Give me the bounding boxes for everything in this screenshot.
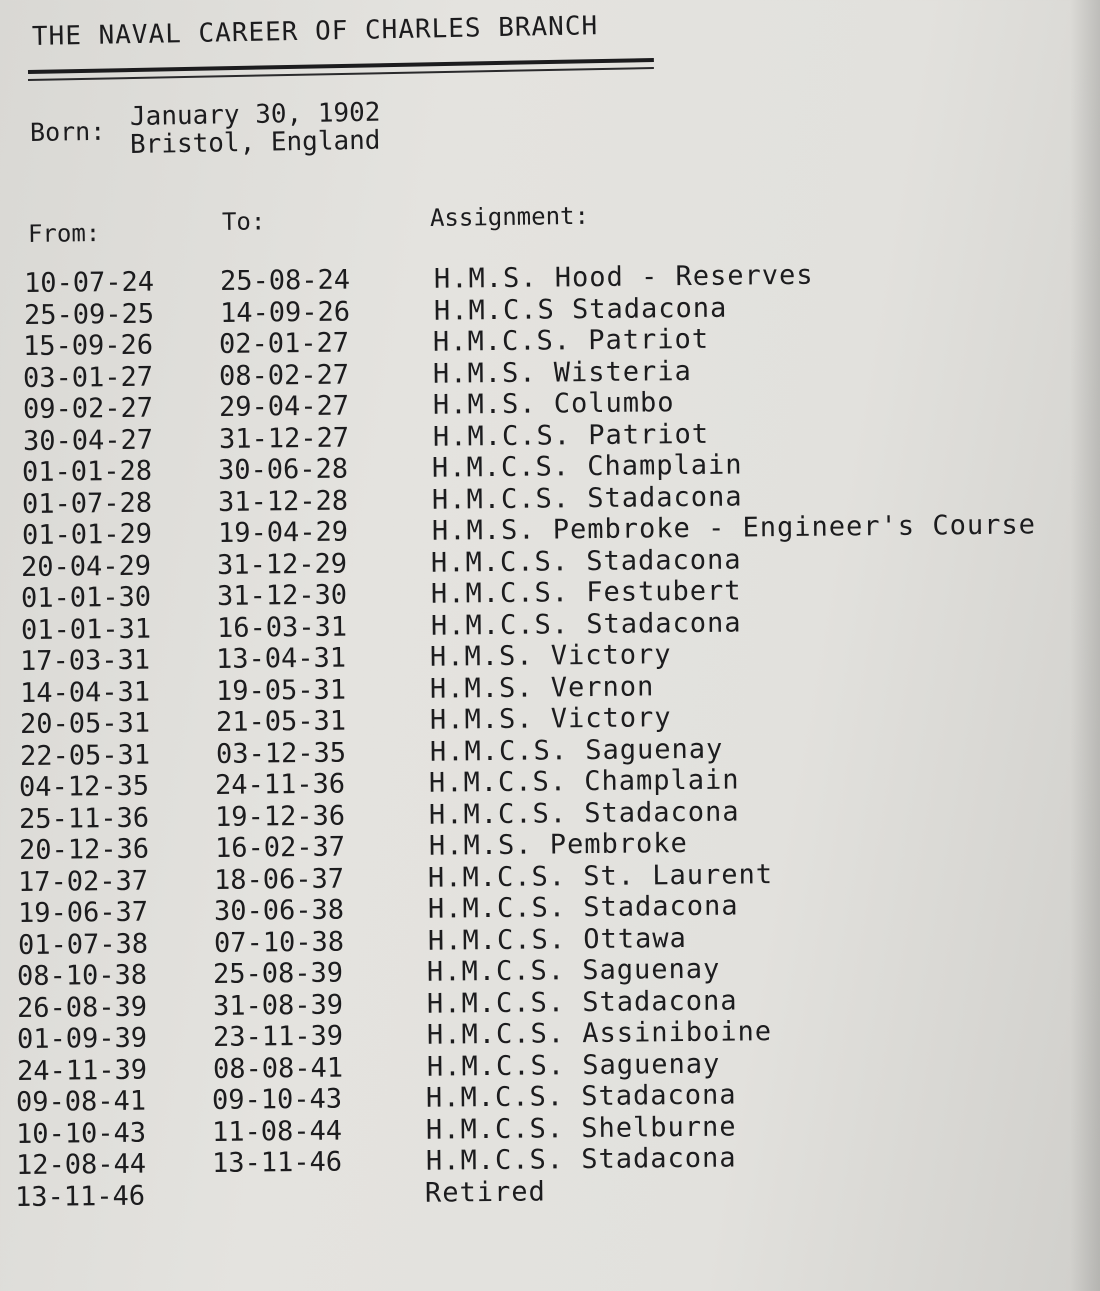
cell-to: 16-03-31 (216, 611, 347, 644)
cell-from: 20-05-31 (19, 707, 150, 740)
cell-from: 19-06-37 (17, 896, 149, 929)
cell-assignment: H.M.C.S. Stadacona (430, 606, 742, 642)
cell-from: 08-10-38 (17, 959, 148, 992)
header-assignment: Assignment: (429, 201, 590, 232)
cell-assignment: H.M.C.S. Patriot (432, 418, 709, 453)
cell-to: 25-08-24 (219, 264, 351, 297)
header-to: To: (221, 207, 266, 236)
cell-to: 31-08-39 (212, 989, 344, 1022)
cell-to: 09-10-43 (212, 1083, 343, 1116)
cell-assignment: H.M.C.S. Stadacona (427, 890, 739, 925)
cell-to: 14-09-26 (219, 296, 350, 329)
cell-to: 31-12-27 (218, 422, 349, 455)
cell-from: 30-04-27 (22, 424, 153, 457)
cell-to: 03-12-35 (215, 737, 346, 770)
cell-from: 03-01-27 (22, 361, 154, 394)
cell-to: 19-05-31 (215, 674, 347, 707)
cell-to: 24-11-36 (215, 768, 346, 801)
cell-assignment: H.M.C.S. Ottawa (427, 922, 687, 957)
cell-assignment: H.M.C.S. Stadacona (425, 1079, 737, 1114)
cell-from: 22-05-31 (19, 739, 150, 772)
cell-to: 19-12-36 (214, 800, 346, 833)
cell-to: 31-12-30 (216, 579, 348, 612)
cell-to: 11-08-44 (211, 1115, 343, 1148)
cell-from: 26-08-39 (16, 991, 148, 1024)
cell-assignment: Retired (425, 1175, 547, 1209)
cell-from: 01-07-38 (17, 928, 148, 961)
cell-from: 25-09-25 (23, 298, 154, 331)
cell-to: 08-08-41 (212, 1052, 343, 1085)
cell-from: 10-10-43 (15, 1117, 147, 1150)
cell-assignment: H.M.S. Victory (430, 639, 673, 673)
cell-to: 31-12-28 (217, 485, 349, 518)
cell-from: 01-01-29 (21, 518, 152, 551)
cell-assignment: H.M.C.S. Stadacona (425, 1142, 737, 1177)
born-label: Born: (29, 116, 106, 147)
cell-from: 12-08-44 (15, 1148, 146, 1181)
cell-from: 01-01-28 (22, 455, 153, 488)
cell-assignment: H.M.C.S. Assiniboine (426, 1016, 773, 1051)
cell-from: 01-09-39 (16, 1022, 147, 1055)
cell-to: 30-06-28 (218, 453, 349, 486)
cell-assignment: H.M.C.S. Festubert (430, 575, 742, 610)
document-title: THE NAVAL CAREER OF CHARLES BRANCH (31, 11, 599, 52)
cell-assignment: H.M.C.S. Saguenay (427, 953, 721, 988)
cell-from: 01-07-28 (21, 487, 153, 520)
cell-from: 09-02-27 (22, 392, 153, 425)
cell-to: 19-04-29 (217, 516, 348, 549)
cell-assignment: H.M.C.S. Patriot (433, 323, 710, 358)
cell-assignment: H.M.S. Victory (429, 702, 672, 736)
cell-from: 14-04-31 (19, 676, 151, 709)
cell-assignment: H.M.C.S. Stadacona (431, 543, 743, 579)
cell-from: 25-11-36 (18, 802, 150, 835)
cell-from: 01-01-30 (20, 581, 152, 614)
header-from: From: (27, 218, 101, 248)
cell-assignment: H.M.C.S. Shelburne (425, 1110, 737, 1146)
cell-assignment: H.M.C.S. Champlain (431, 449, 743, 484)
cell-from: 24-11-39 (16, 1054, 147, 1087)
cell-assignment: H.M.S. Hood - Reserves (433, 259, 814, 295)
cell-to: 31-12-29 (217, 548, 348, 581)
cell-assignment: H.M.C.S. Stadacona (428, 795, 740, 831)
born-place: Bristol, England (129, 125, 381, 160)
cell-to: 18-06-37 (214, 863, 345, 896)
cell-from: 20-04-29 (21, 550, 152, 583)
cell-from: 13-11-46 (15, 1180, 146, 1213)
cell-to: 29-04-27 (218, 390, 349, 423)
cell-assignment: H.M.S. Pembroke (428, 827, 688, 862)
cell-assignment: H.M.C.S. Saguenay (429, 733, 723, 768)
cell-to: 21-05-31 (215, 705, 346, 738)
cell-from: 17-03-31 (20, 644, 151, 677)
cell-assignment: H.M.S. Wisteria (432, 355, 693, 390)
cell-assignment: H.M.S. Vernon (429, 670, 655, 705)
cell-from: 04-12-35 (19, 770, 150, 803)
cell-assignment: H.M.C.S. Stadacona (431, 480, 743, 516)
cell-assignment: H.M.C.S. Stadacona (426, 984, 738, 1020)
cell-assignment: H.M.C.S Stadacona (433, 292, 728, 327)
cell-from: 17-02-37 (18, 865, 149, 898)
cell-assignment: H.M.C.S. Saguenay (426, 1048, 720, 1083)
cell-from: 01-01-31 (20, 613, 151, 646)
cell-to: 23-11-39 (212, 1020, 343, 1053)
title-underline (28, 58, 654, 74)
cell-to: 30-06-38 (213, 894, 345, 927)
cell-to: 02-01-27 (219, 327, 350, 360)
cell-assignment: H.M.C.S. St. Laurent (428, 858, 774, 894)
born-date: January 30, 1902 (129, 97, 381, 132)
cell-to: 13-11-46 (211, 1146, 342, 1179)
cell-to: 13-04-31 (216, 642, 347, 675)
cell-assignment: H.M.S. Pembroke - Engineer's Course (431, 509, 1036, 547)
cell-from: 09-08-41 (16, 1085, 147, 1118)
cell-to: 16-02-37 (214, 831, 345, 864)
cell-to: 25-08-39 (213, 957, 344, 990)
cell-from: 20-12-36 (18, 833, 149, 866)
cell-assignment: H.M.C.S. Champlain (428, 764, 740, 799)
cell-to: 08-02-27 (218, 359, 350, 392)
cell-to: 07-10-38 (213, 926, 344, 959)
cell-from: 10-07-24 (23, 266, 155, 299)
cell-from: 15-09-26 (23, 329, 154, 362)
cell-assignment: H.M.S. Columbo (432, 387, 675, 421)
